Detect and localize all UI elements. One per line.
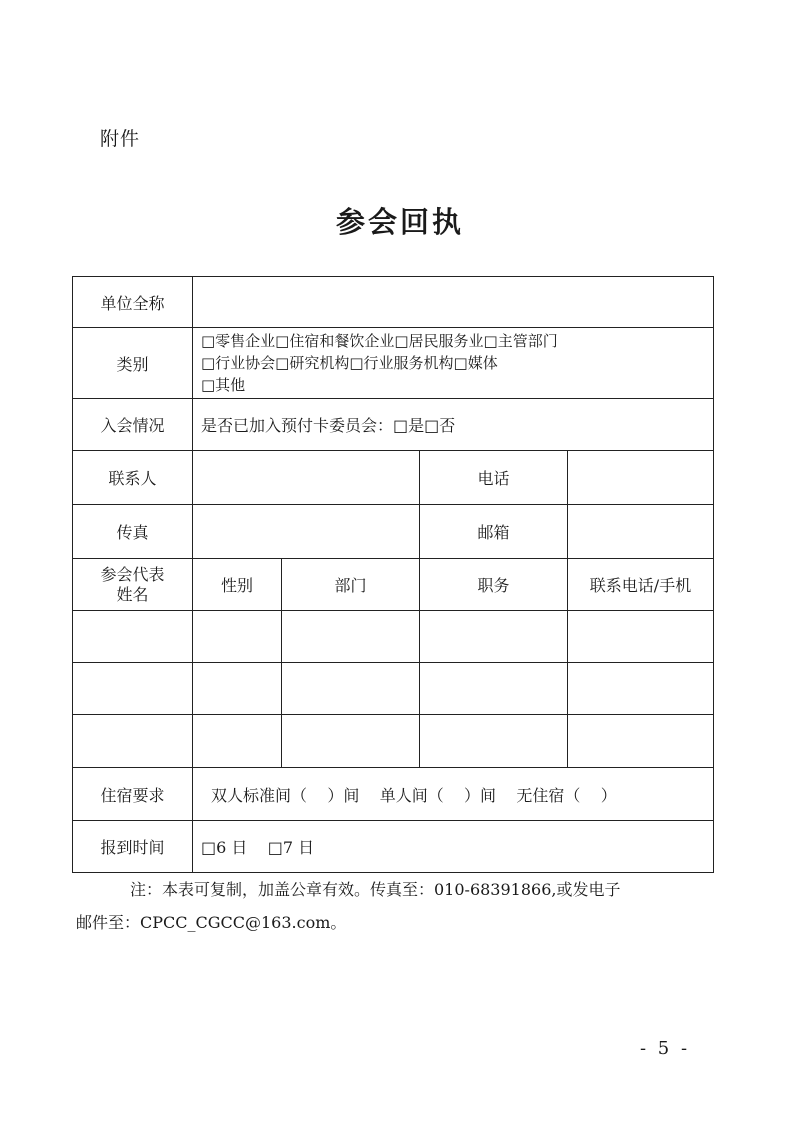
membership-label: 入会情况 [73,399,193,451]
table-cell[interactable] [193,611,282,663]
lodging-label: 住宿要求 [73,768,193,821]
table-cell[interactable] [420,611,568,663]
rep-header-line-2: 姓名 [116,584,149,604]
attachment-label: 附件 [100,128,141,150]
table-cell[interactable] [568,663,714,715]
email-field[interactable] [568,505,714,559]
table-cell[interactable] [282,611,420,663]
table-row [73,715,714,768]
table-cell[interactable] [193,663,282,715]
table-cell[interactable] [282,715,420,768]
contact-label: 联系人 [73,451,193,505]
footnote [76,873,710,939]
checkin-options[interactable]: □6 日 □7 日 [193,821,714,873]
org-name-label: 单位全称 [73,277,193,328]
table-cell[interactable] [193,715,282,768]
table-cell[interactable] [282,663,420,715]
page-number: - 5 - [640,1038,691,1059]
table-cell[interactable] [73,611,193,663]
footnote-line-1: 注：本表可复制，加盖公章有效。传真至：010-68391866,或发电子 [130,880,621,899]
category-options-line-2: □行业协会□研究机构□行业服务机构□媒体 [201,354,498,372]
column-header-contact-phone: 联系电话/手机 [568,559,714,611]
table-cell[interactable] [73,715,193,768]
registration-form-table [72,276,714,873]
rep-header-line-1: 参会代表 [100,564,165,584]
column-header-gender: 性别 [193,559,282,611]
table-cell[interactable] [568,715,714,768]
membership-question[interactable]: 是否已加入预付卡委员会：□是□否 [193,399,714,451]
lodging-options[interactable]: 双人标准间（ ）间 单人间（ ）间 无住宿（ ） [193,768,714,821]
column-header-position: 职务 [420,559,568,611]
column-header-department: 部门 [282,559,420,611]
category-options[interactable] [193,328,714,399]
footnote-line-2: 邮件至：CPCC_CGCC@163.com。 [76,913,347,932]
table-cell[interactable] [420,715,568,768]
rep-name-header [73,559,193,611]
phone-field[interactable] [568,451,714,505]
fax-label: 传真 [73,505,193,559]
page-title: 参会回执 [335,205,464,239]
email-label: 邮箱 [420,505,568,559]
contact-field[interactable] [193,451,420,505]
fax-field[interactable] [193,505,420,559]
category-options-line-1: □零售企业□住宿和餐饮企业□居民服务业□主管部门 [201,332,558,350]
category-label: 类别 [73,328,193,399]
table-cell[interactable] [420,663,568,715]
category-options-line-3: □其他 [201,376,246,394]
table-cell[interactable] [568,611,714,663]
table-cell[interactable] [73,663,193,715]
org-name-field[interactable] [193,277,714,328]
table-row [73,663,714,715]
phone-label: 电话 [420,451,568,505]
table-row [73,611,714,663]
checkin-label: 报到时间 [73,821,193,873]
